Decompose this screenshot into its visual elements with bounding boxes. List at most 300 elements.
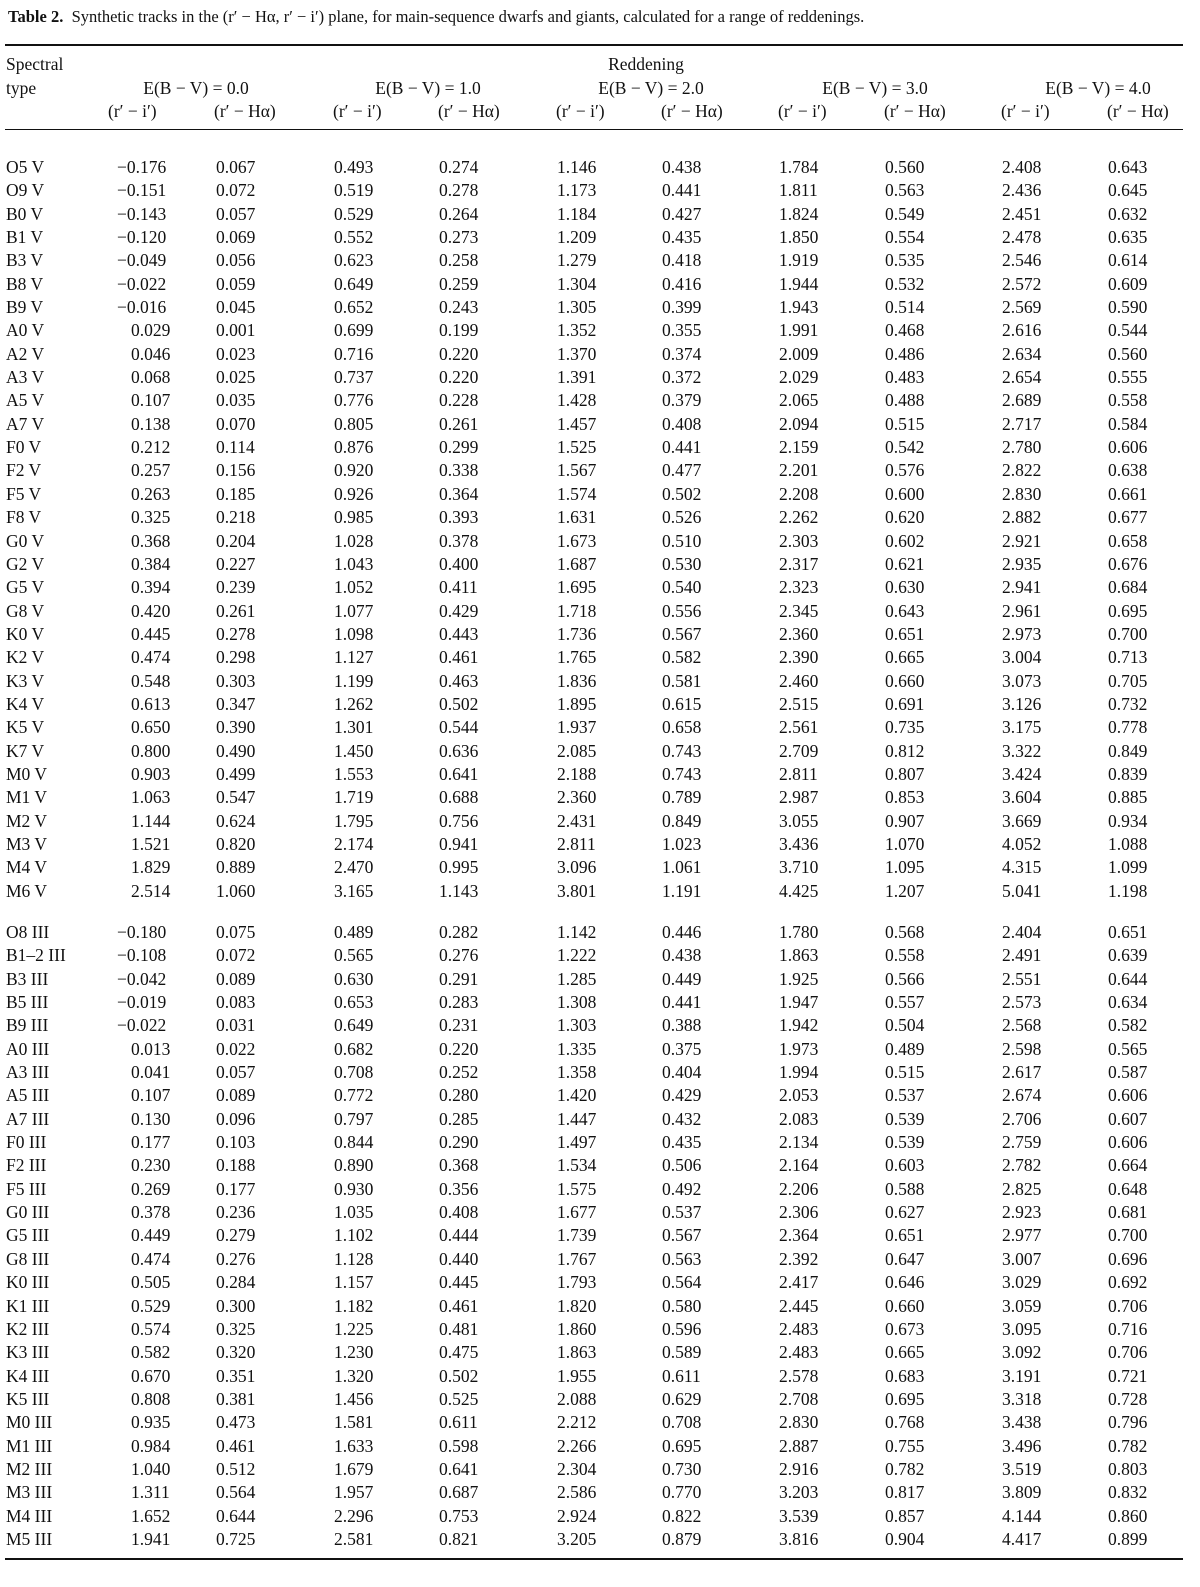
value-text: 1.863 [779,945,819,966]
value-text: 0.280 [439,1085,479,1106]
header-group-3: E(B − V) = 3.0 [822,78,928,98]
ri-value-cell [779,553,885,576]
value-text: 0.525 [439,1388,479,1409]
value-text: 2.208 [779,483,819,504]
value-text: 0.056 [216,250,256,271]
value-text: 2.360 [779,623,819,644]
rha-value-cell [1108,1248,1183,1271]
dwarf-row [5,389,1183,412]
rha-value-cell [439,553,557,576]
rha-value-cell [885,786,1002,809]
value-text: 0.227 [216,553,256,574]
ri-value-cell [1002,553,1108,576]
value-text: 1.358 [557,1062,597,1083]
value-text: 0.374 [662,343,702,364]
value-text: 1.456 [334,1388,374,1409]
ri-value-cell [1002,1458,1108,1481]
rha-value-cell [662,296,779,319]
spectral-type-cell: B9 III [6,1015,49,1036]
value-text: −0.049 [117,250,167,271]
rha-value-cell [216,810,334,833]
value-text: 0.641 [439,1458,479,1479]
ri-value-cell [557,991,662,1014]
rha-value-cell [1108,716,1183,739]
rha-value-cell [1108,1224,1183,1247]
ri-value-cell [334,296,439,319]
value-text: 3.205 [557,1528,597,1549]
rha-value-cell [439,459,557,482]
rha-value-cell [1108,1014,1183,1037]
table-caption-text: Synthetic tracks in the (r′ − Hα, r′ − i′) plane, for main-sequence dwarfs and giants, calculated for a range of reddenings. [71,7,865,26]
rha-value-cell [662,991,779,1014]
value-text: 0.481 [439,1318,479,1339]
rha-value-cell [662,944,779,967]
rha-value-cell [216,530,334,553]
value-text: 2.708 [779,1388,819,1409]
ri-value-cell [1002,1435,1108,1458]
rha-value-cell [439,1224,557,1247]
value-text: 2.782 [1002,1155,1042,1176]
rha-value-cell [1108,1084,1183,1107]
value-text: 2.478 [1002,227,1042,248]
ri-value-cell [117,203,216,226]
value-text: 3.669 [1002,810,1042,831]
ri-value-cell [779,833,885,856]
header-group-0: E(B − V) = 0.0 [143,78,249,98]
rha-value-cell [439,693,557,716]
value-text: 2.408 [1002,157,1042,177]
value-text: 2.514 [131,880,171,901]
value-text: 0.941 [439,833,479,854]
ri-value-cell [779,1084,885,1107]
rha-value-cell [885,968,1002,991]
ri-value-cell [1002,944,1108,967]
value-text: 0.212 [131,437,171,458]
ri-value-cell [557,296,662,319]
ri-value-cell [1002,716,1108,739]
value-text: 1.304 [557,273,597,294]
value-text: 2.417 [779,1272,819,1293]
value-text: 0.418 [662,250,702,271]
rha-value-cell [662,576,779,599]
ri-value-cell [1002,880,1108,903]
rha-value-cell [439,389,557,412]
value-text: 1.222 [557,945,597,966]
value-text: 0.606 [1108,1132,1148,1153]
value-text: 2.306 [779,1202,819,1223]
rha-value-cell [885,670,1002,693]
rha-value-cell [439,296,557,319]
header-reddening: Reddening [608,54,684,74]
value-text: 0.029 [131,320,171,341]
ri-value-cell [1002,1295,1108,1318]
value-text: 0.089 [216,968,256,989]
rha-value-cell [662,1224,779,1247]
value-text: 0.613 [131,693,171,714]
rha-value-cell [885,366,1002,389]
value-text: 0.069 [216,227,256,248]
ri-value-cell [779,1201,885,1224]
value-text: 1.146 [557,157,597,177]
rha-value-cell [885,1388,1002,1411]
rha-value-cell [1108,740,1183,763]
ri-value-cell [1002,366,1108,389]
ri-value-cell [334,1341,439,1364]
rha-value-cell [662,1505,779,1528]
value-text: 0.384 [131,553,171,574]
rha-value-cell [662,553,779,576]
value-text: 1.497 [557,1132,597,1153]
value-text: 0.290 [439,1132,479,1153]
rha-value-cell [1108,1505,1183,1528]
spectral-type-cell: A0 III [6,1038,50,1059]
ri-value-cell [334,553,439,576]
value-text: 2.515 [779,693,819,714]
value-text: 4.052 [1002,833,1042,854]
ri-value-cell [131,693,216,716]
rha-value-cell [216,1411,334,1434]
rha-value-cell [216,553,334,576]
rha-value-cell [216,991,334,1014]
giant-row [5,1295,1183,1318]
value-text: 0.220 [439,343,479,364]
value-text: 0.684 [1108,577,1148,598]
rha-value-cell [885,249,1002,272]
dwarf-row [5,179,1183,202]
rha-value-cell [885,1038,1002,1061]
rha-value-cell [439,1061,557,1084]
value-text: 0.706 [1108,1295,1148,1316]
value-text: 2.916 [779,1458,819,1479]
value-text: 1.836 [557,670,597,691]
ri-value-cell [779,740,885,763]
rha-value-cell [439,413,557,436]
ri-value-cell [131,483,216,506]
ri-value-cell [1002,1061,1108,1084]
value-text: 4.425 [779,880,819,901]
value-text: 2.083 [779,1108,819,1129]
rha-value-cell [885,1295,1002,1318]
value-text: 0.853 [885,787,925,808]
ri-value-cell [334,436,439,459]
value-text: −0.108 [117,945,167,966]
value-text: 1.553 [334,763,374,784]
value-text: 0.665 [885,1342,925,1363]
value-text: 1.420 [557,1085,597,1106]
value-text: 0.629 [662,1388,702,1409]
ri-value-cell [117,944,216,967]
ri-value-cell [779,1458,885,1481]
rha-value-cell [662,810,779,833]
value-text: 0.477 [662,460,702,481]
value-text: 0.435 [662,227,702,248]
ri-value-cell [557,1481,662,1504]
header-ri-2: (r′ − i′) [556,101,605,121]
value-text: 2.921 [1002,530,1042,551]
value-text: 0.204 [216,530,256,551]
value-text: 0.554 [885,227,925,248]
value-text: 1.695 [557,577,597,598]
ri-value-cell [131,389,216,412]
rha-value-cell [1108,1178,1183,1201]
value-text: 0.920 [334,460,374,481]
value-text: 0.278 [439,180,479,201]
value-text: 0.560 [1108,343,1148,364]
value-text: 0.502 [662,483,702,504]
ri-value-cell [1002,1201,1108,1224]
value-text: 0.647 [885,1248,925,1269]
value-text: 1.633 [334,1435,374,1456]
ri-value-cell [779,413,885,436]
rha-value-cell [662,1435,779,1458]
ri-value-cell [1002,786,1108,809]
ri-value-cell [557,1224,662,1247]
rha-value-cell [216,763,334,786]
value-text: 2.924 [557,1505,597,1526]
ri-value-cell [779,693,885,716]
giant-row [5,1248,1183,1271]
value-text: 0.696 [1108,1248,1148,1269]
rha-value-cell [1108,273,1183,296]
value-text: 0.130 [131,1108,171,1129]
value-text: 0.985 [334,507,374,528]
value-text: 4.417 [1002,1528,1042,1549]
dwarf-row [5,670,1183,693]
value-text: 0.188 [216,1155,256,1176]
ri-value-cell [779,1318,885,1341]
ri-value-cell [334,600,439,623]
table-top-rule [5,44,1183,46]
ri-value-cell [334,1505,439,1528]
ri-value-cell [779,459,885,482]
value-text: 2.188 [557,763,597,784]
value-text: 0.582 [1108,1015,1148,1036]
rha-value-cell [439,1154,557,1177]
value-text: 3.496 [1002,1435,1042,1456]
rha-value-cell [885,944,1002,967]
rha-value-cell [216,944,334,967]
value-text: 0.588 [885,1178,925,1199]
ri-value-cell [131,459,216,482]
rha-value-cell [885,1505,1002,1528]
ri-value-cell [131,436,216,459]
dwarf-row [5,296,1183,319]
ri-value-cell [779,1131,885,1154]
value-text: 0.620 [885,507,925,528]
rha-value-cell [439,1131,557,1154]
value-text: 0.449 [662,968,702,989]
ri-value-cell [557,1061,662,1084]
spectral-type-cell: M4 III [6,1505,53,1526]
rha-value-cell [662,856,779,879]
rha-value-cell [885,1481,1002,1504]
header-rha-2: (r′ − Hα) [661,101,723,121]
value-text: 1.207 [885,880,925,901]
ri-value-cell [557,944,662,967]
value-text: 2.029 [779,367,819,388]
value-text: 0.789 [662,787,702,808]
value-text: 2.304 [557,1458,597,1479]
dwarf-row [5,203,1183,226]
ri-value-cell [334,623,439,646]
rha-value-cell [885,1458,1002,1481]
value-text: 2.674 [1002,1085,1042,1106]
table-bottom-rule [5,1558,1183,1560]
spectral-type-cell: F5 V [6,483,42,504]
value-text: 2.561 [779,717,819,738]
header-group-1: E(B − V) = 1.0 [375,78,481,98]
giant-row [5,1318,1183,1341]
value-text: 0.926 [334,483,374,504]
value-text: 0.400 [439,553,479,574]
value-text: 0.259 [439,273,479,294]
value-text: 0.347 [216,693,256,714]
value-text: 1.784 [779,157,819,177]
rha-value-cell [662,226,779,249]
rha-value-cell [662,506,779,529]
value-text: 1.925 [779,968,819,989]
rha-value-cell [885,991,1002,1014]
value-text: 0.735 [885,717,925,738]
ri-value-cell [779,1481,885,1504]
ri-value-cell [779,1341,885,1364]
ri-value-cell [779,1271,885,1294]
rha-value-cell [1108,786,1183,809]
value-text: 0.737 [334,367,374,388]
value-text: 0.935 [131,1412,171,1433]
rha-value-cell [662,366,779,389]
value-text: 0.252 [439,1062,479,1083]
ri-value-cell [779,1248,885,1271]
value-text: 0.611 [439,1412,478,1433]
value-text: 0.688 [439,787,479,808]
giant-row [5,1341,1183,1364]
rha-value-cell [439,1014,557,1037]
rha-value-cell [439,1435,557,1458]
spectral-type-cell: K0 III [6,1272,50,1293]
value-text: 0.614 [1108,250,1148,271]
giant-row [5,1271,1183,1294]
value-text: 2.822 [1002,460,1042,481]
value-text: 2.266 [557,1435,597,1456]
ri-value-cell [1002,991,1108,1014]
rha-value-cell [216,343,334,366]
ri-value-cell [1002,810,1108,833]
value-text: 2.830 [1002,483,1042,504]
spectral-type-cell: F2 V [6,460,42,481]
value-text: 3.809 [1002,1482,1042,1503]
spectral-type-cell: M6 V [6,880,48,901]
rha-value-cell [662,1201,779,1224]
rha-value-cell [885,716,1002,739]
value-text: 1.942 [779,1015,819,1036]
ri-value-cell [334,319,439,342]
value-text: 0.257 [131,460,171,481]
value-text: 2.977 [1002,1225,1042,1246]
value-text: −0.022 [117,273,167,294]
rha-value-cell [439,1411,557,1434]
value-text: 1.070 [885,833,925,854]
ri-value-cell [1002,1248,1108,1271]
value-text: 0.539 [885,1132,925,1153]
value-text: 0.539 [885,1108,925,1129]
rha-value-cell [216,459,334,482]
value-text: 0.576 [885,460,925,481]
rha-value-cell [885,646,1002,669]
value-text: 0.652 [334,297,374,318]
ri-value-cell [334,1318,439,1341]
ri-value-cell [131,1481,216,1504]
value-text: 2.392 [779,1248,819,1269]
ri-value-cell [1002,1224,1108,1247]
ri-value-cell [334,833,439,856]
value-text: 0.445 [439,1272,479,1293]
ri-value-cell [557,623,662,646]
value-text: 0.544 [1108,320,1148,341]
rha-value-cell [216,1014,334,1037]
rha-value-cell [885,506,1002,529]
value-text: 0.716 [1108,1318,1148,1339]
value-text: 0.493 [334,157,374,177]
rha-value-cell [1108,1458,1183,1481]
value-text: 3.438 [1002,1412,1042,1433]
value-text: 2.654 [1002,367,1042,388]
giant-row [5,944,1183,967]
value-text: 0.708 [334,1062,374,1083]
value-text: 0.269 [131,1178,171,1199]
value-text: 0.566 [885,968,925,989]
value-text: 0.510 [662,530,702,551]
value-text: −0.042 [117,968,167,989]
value-text: 0.059 [216,273,256,294]
value-text: 0.378 [439,530,479,551]
value-text: 0.486 [885,343,925,364]
header-spectral: Spectral [6,54,64,74]
rha-value-cell [216,413,334,436]
value-text: 0.372 [662,367,702,388]
ri-value-cell [334,156,439,179]
value-text: 0.567 [662,623,702,644]
ri-value-cell [131,1318,216,1341]
spectral-type-cell: A3 III [6,1062,50,1083]
value-text: 0.743 [662,763,702,784]
value-text: 2.085 [557,740,597,761]
value-text: 1.525 [557,437,597,458]
value-text: 1.767 [557,1248,597,1269]
ri-value-cell [557,1365,662,1388]
ri-value-cell [334,740,439,763]
value-text: 0.800 [131,740,171,761]
value-text: 1.035 [334,1202,374,1223]
rha-value-cell [885,763,1002,786]
ri-value-cell [334,693,439,716]
value-text: 0.602 [885,530,925,551]
ri-value-cell [557,1295,662,1318]
ri-value-cell [334,179,439,202]
rha-value-cell [216,921,334,944]
value-text: 0.934 [1108,810,1148,831]
value-text: 5.041 [1002,880,1042,901]
value-text: 0.782 [1108,1435,1148,1456]
value-text: 2.616 [1002,320,1042,341]
rha-value-cell [1108,179,1183,202]
value-text: 1.673 [557,530,597,551]
value-text: 1.780 [779,922,819,942]
rha-value-cell [1108,646,1183,669]
ri-value-cell [779,1411,885,1434]
value-text: 0.643 [1108,157,1148,177]
rha-value-cell [662,1388,779,1411]
